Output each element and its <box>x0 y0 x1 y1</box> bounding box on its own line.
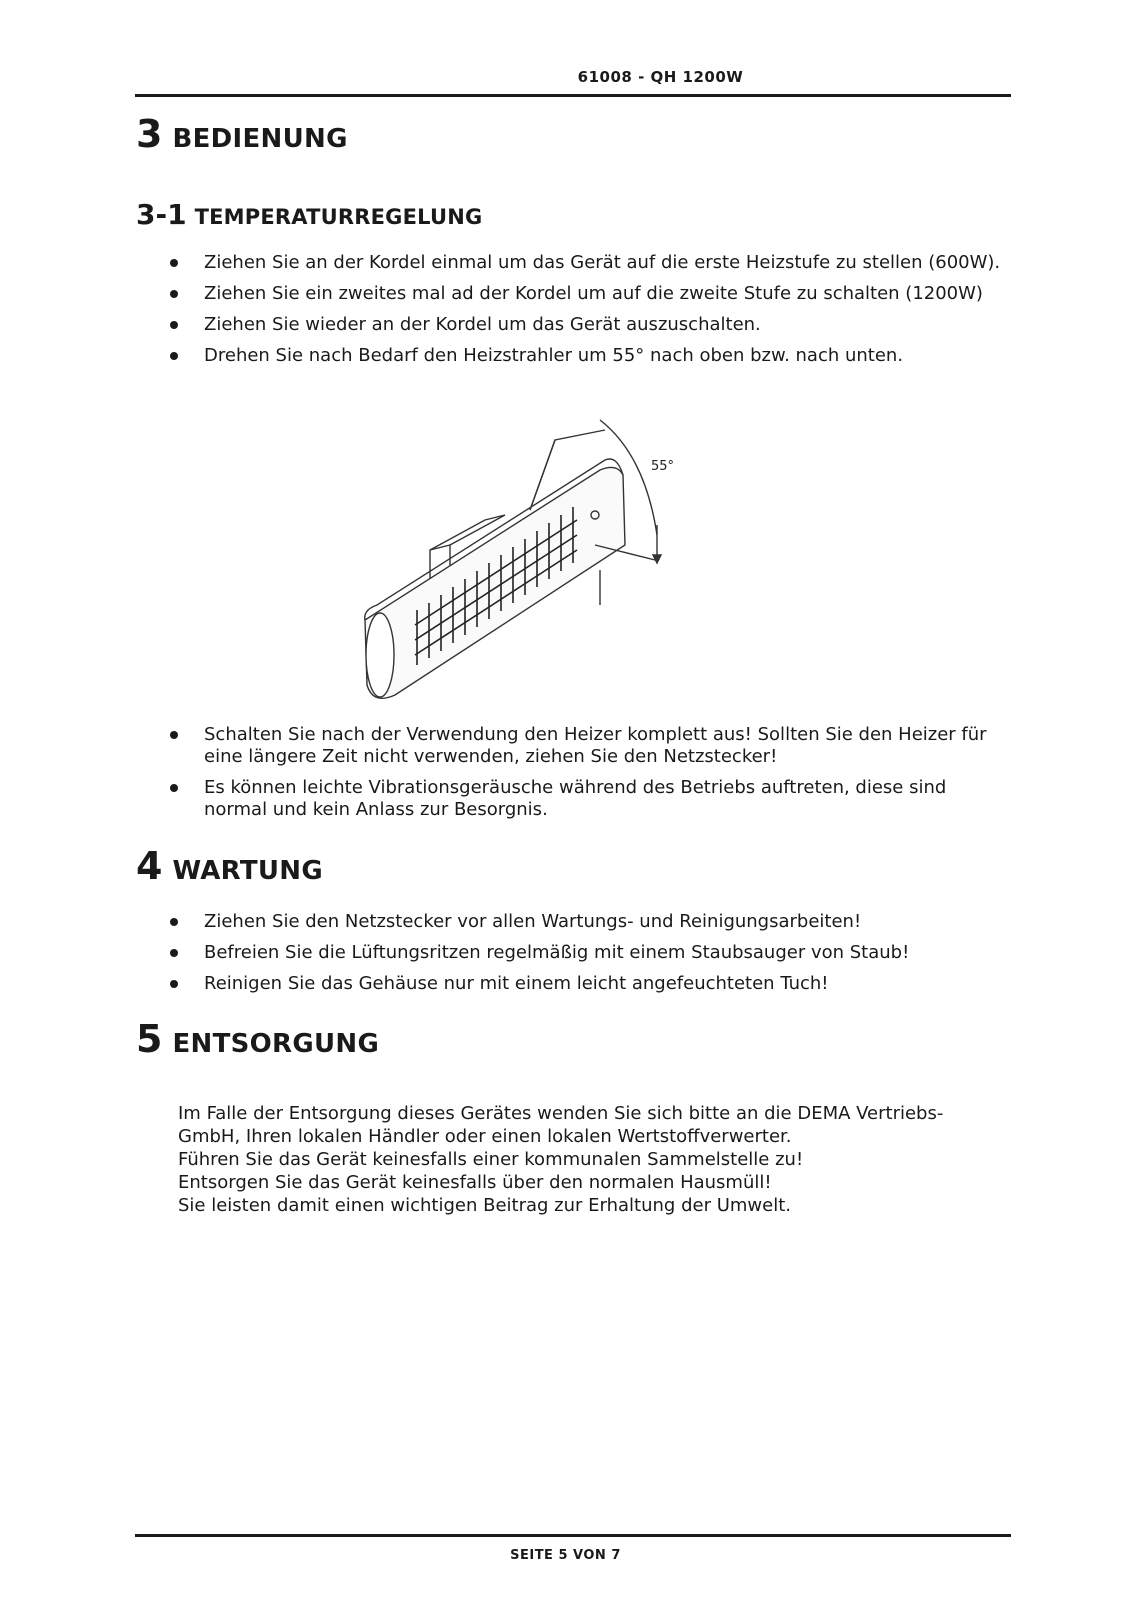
bullet-icon <box>170 290 178 298</box>
list-item: Ziehen Sie ein zweites mal ad der Kordel um auf die zweite Stufe zu schalten (1200W) <box>170 283 1010 305</box>
maintenance-bullet-list <box>170 911 1010 1004</box>
section-title: WARTUNG <box>172 856 323 886</box>
paragraph-line: GmbH, Ihren lokalen Händler oder einen lokalen Wertstoffverwerter. <box>178 1126 792 1147</box>
paragraph-line: Entsorgen Sie das Gerät keinesfalls über den normalen Hausmüll! <box>178 1172 772 1193</box>
list-item: Befreien Sie die Lüftungsritzen regelmäßig mit einem Staubsauger von Staub! <box>170 942 1010 964</box>
paragraph-line: Führen Sie das Gerät keinesfalls einer kommunalen Sammelstelle zu! <box>178 1149 804 1170</box>
list-item: Ziehen Sie an der Kordel einmal um das Gerät auf die erste Heizstufe zu stellen (600W). <box>170 252 1010 274</box>
bullet-icon <box>170 949 178 957</box>
subsection-number: 3-1 <box>136 198 187 231</box>
section-heading-bedienung <box>136 112 348 156</box>
after-use-bullet-list <box>170 724 1010 830</box>
bullet-icon <box>170 352 178 360</box>
document-code: 61008 - QH 1200W <box>577 68 744 86</box>
footer-rule <box>135 1534 1011 1537</box>
list-item: Reinigen Sie das Gehäuse nur mit einem leicht angefeuchteten Tuch! <box>170 973 1010 995</box>
disposal-paragraph <box>178 1102 1008 1217</box>
angle-label: 55° <box>651 459 675 474</box>
heater-tilt-illustration <box>355 415 705 715</box>
page-number: SEITE 5 VON 7 <box>510 1548 621 1563</box>
section-heading-entsorgung <box>136 1017 379 1061</box>
list-item: Es können leichte Vibrationsgeräusche während des Betriebs auftreten, diese sind normal und kein Anlass zur Besorgnis. <box>170 777 1010 821</box>
paragraph-line: Im Falle der Entsorgung dieses Gerätes wenden Sie sich bitte an die DEMA Vertriebs- <box>178 1103 944 1124</box>
subsection-title: TEMPERATURREGELUNG <box>194 205 483 229</box>
subsection-heading-temperaturregelung <box>136 198 482 231</box>
bullet-icon <box>170 980 178 988</box>
list-item: Ziehen Sie den Netzstecker vor allen Wartungs- und Reinigungsarbeiten! <box>170 911 1010 933</box>
arrow-head-icon <box>653 555 661 563</box>
bullet-icon <box>170 321 178 329</box>
section-number: 3 <box>136 112 163 156</box>
section-number: 4 <box>136 844 163 888</box>
bullet-icon <box>170 784 178 792</box>
bullet-icon <box>170 731 178 739</box>
section-heading-wartung <box>136 844 323 888</box>
list-item: Drehen Sie nach Bedarf den Heizstrahler um 55° nach oben bzw. nach unten. <box>170 345 1010 367</box>
bullet-icon <box>170 259 178 267</box>
section-title: BEDIENUNG <box>172 124 348 154</box>
section-title: ENTSORGUNG <box>172 1029 380 1059</box>
operation-bullet-list <box>170 252 1010 376</box>
paragraph-line: Sie leisten damit einen wichtigen Beitrag zur Erhaltung der Umwelt. <box>178 1195 791 1216</box>
section-number: 5 <box>136 1017 163 1061</box>
heater-end-cap <box>366 613 394 697</box>
header-rule <box>135 94 1011 97</box>
heater-body <box>365 467 625 698</box>
list-item: Ziehen Sie wieder an der Kordel um das Gerät auszuschalten. <box>170 314 1010 336</box>
list-item: Schalten Sie nach der Verwendung den Heizer komplett aus! Sollten Sie den Heizer für eine längere Zeit nicht verwenden, ziehen Sie den Netzstecker! <box>170 724 1010 768</box>
bullet-icon <box>170 918 178 926</box>
